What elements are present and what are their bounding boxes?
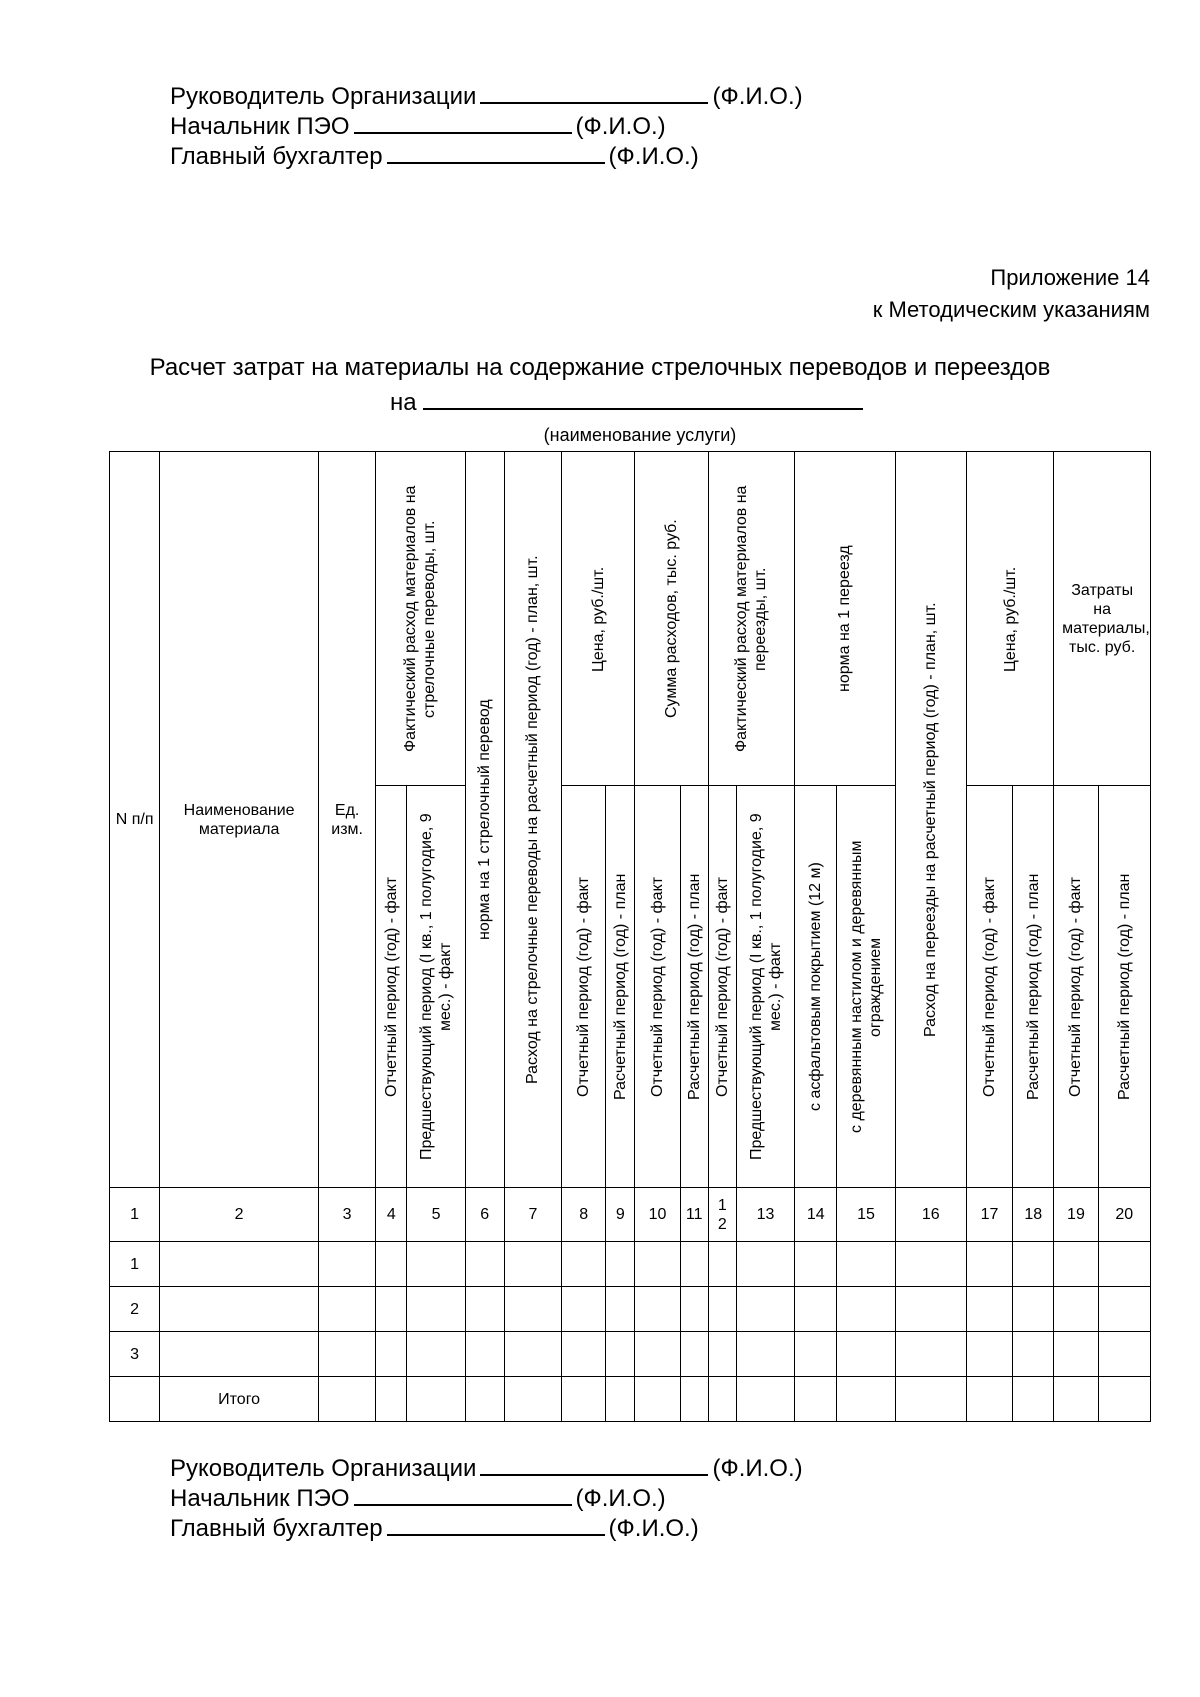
col-number: 6	[465, 1188, 504, 1242]
signature-head-label: Руководитель Организации	[170, 83, 477, 110]
header-norm-switch: норма на 1 стрелочный перевод	[465, 452, 504, 1188]
col-number: 11	[680, 1188, 708, 1242]
signature-head-top	[170, 80, 803, 112]
document-title: Расчет затрат на материалы на содержание стрелочных переводов и переездов	[149, 354, 1051, 381]
col-number: 10	[635, 1188, 680, 1242]
service-name-blank	[423, 384, 863, 410]
col-number: 8	[562, 1188, 606, 1242]
sub-col-11: Расчетный период (год) - план	[680, 786, 708, 1188]
signature-line	[387, 140, 605, 164]
signature-fio: (Ф.И.О.)	[712, 1455, 803, 1482]
signature-head-bottom	[170, 1452, 803, 1484]
sub-col-5: Предшествующий период (I кв., 1 полугодие, 9 мес.) - факт	[407, 786, 465, 1188]
total-label: Итого	[160, 1377, 319, 1422]
signature-fio: (Ф.И.О.)	[712, 83, 803, 110]
header-np: N п/п	[110, 452, 160, 1188]
signature-peo-label: Начальник ПЭО	[170, 113, 350, 140]
signature-head-label: Руководитель Организации	[170, 1455, 477, 1482]
sub-col-19: Отчетный период (год) - факт	[1054, 786, 1098, 1188]
row-number: 2	[110, 1287, 160, 1332]
header-price-2: Цена, руб./шт.	[966, 452, 1053, 786]
column-numbers-row	[110, 1188, 1151, 1242]
col-number: 19	[1054, 1188, 1098, 1242]
header-unit: Ед. изм.	[318, 452, 375, 1188]
signature-accountant-label: Главный бухгалтер	[170, 143, 383, 170]
signature-fio: (Ф.И.О.)	[575, 113, 666, 140]
signature-accountant-label: Главный бухгалтер	[170, 1515, 383, 1542]
signature-peo-bottom	[170, 1482, 666, 1514]
appendix-header	[873, 262, 1150, 326]
sub-col-4: Отчетный период (год) - факт	[376, 786, 407, 1188]
table-row	[110, 1332, 1151, 1377]
signature-fio: (Ф.И.О.)	[575, 1485, 666, 1512]
signature-peo-label: Начальник ПЭО	[170, 1485, 350, 1512]
col-number: 5	[407, 1188, 465, 1242]
sub-col-13: Предшествующий период (I кв., 1 полугодие, 9 мес.) - факт	[736, 786, 794, 1188]
signature-accountant-bottom	[170, 1512, 699, 1544]
materials-cost-table	[109, 451, 1151, 1422]
row-number: 1	[110, 1242, 160, 1287]
header-fact-switch: Фактический расход материалов на стрелочные переводы, шт.	[376, 452, 465, 786]
service-prefix: на	[390, 389, 417, 416]
header-plan-crossing: Расход на переезды на расчетный период (год) - план, шт.	[895, 452, 966, 1188]
header-material-costs: Затраты на материалы, тыс. руб.	[1054, 452, 1151, 786]
col-number: 20	[1098, 1188, 1150, 1242]
sub-col-18: Расчетный период (год) - план	[1013, 786, 1054, 1188]
total-row	[110, 1377, 1151, 1422]
signature-accountant-top	[170, 140, 699, 172]
signature-line	[480, 1452, 708, 1476]
table-row	[110, 1287, 1151, 1332]
sub-col-10: Отчетный период (год) - факт	[635, 786, 680, 1188]
header-price-1: Цена, руб./шт.	[562, 452, 635, 786]
col-number: 4	[376, 1188, 407, 1242]
col-number: 12	[708, 1188, 736, 1242]
sub-col-12: Отчетный период (год) - факт	[708, 786, 736, 1188]
col-number: 7	[504, 1188, 561, 1242]
sub-col-20: Расчетный период (год) - план	[1098, 786, 1150, 1188]
col-number: 13	[736, 1188, 794, 1242]
col-number: 9	[606, 1188, 635, 1242]
header-fact-crossing: Фактический расход материалов на переезды, шт.	[708, 452, 794, 786]
signature-line	[387, 1512, 605, 1536]
col-number: 2	[160, 1188, 319, 1242]
signature-line	[354, 1482, 572, 1506]
header-plan-switch: Расход на стрелочные переводы на расчетный период (год) - план, шт.	[504, 452, 561, 1188]
col-number: 1	[110, 1188, 160, 1242]
signature-fio: (Ф.И.О.)	[608, 143, 699, 170]
col-number: 16	[895, 1188, 966, 1242]
service-caption: (наименование услуги)	[543, 425, 737, 445]
signature-peo-top	[170, 110, 666, 142]
col-number: 3	[318, 1188, 375, 1242]
appendix-number: Приложение 14	[990, 265, 1150, 290]
signature-line	[354, 110, 572, 134]
table-row	[110, 1242, 1151, 1287]
sub-col-8: Отчетный период (год) - факт	[562, 786, 606, 1188]
col-number: 15	[837, 1188, 895, 1242]
sub-col-15: с деревянным настилом и деревянным ограждением	[837, 786, 895, 1188]
signature-fio: (Ф.И.О.)	[608, 1515, 699, 1542]
row-number: 3	[110, 1332, 160, 1377]
service-line	[390, 384, 863, 417]
col-number: 17	[966, 1188, 1012, 1242]
header-sum-expenses: Сумма расходов, тыс. руб.	[635, 452, 708, 786]
sub-col-14: с асфальтовым покрытием (12 м)	[795, 786, 837, 1188]
header-norm-crossing: норма на 1 переезд	[795, 452, 895, 786]
header-material-name: Наименование материала	[160, 452, 319, 1188]
col-number: 14	[795, 1188, 837, 1242]
sub-col-17: Отчетный период (год) - факт	[966, 786, 1012, 1188]
signature-line	[480, 80, 708, 104]
appendix-reference: к Методическим указаниям	[872, 297, 1150, 322]
sub-col-9: Расчетный период (год) - план	[606, 786, 635, 1188]
col-number: 18	[1013, 1188, 1054, 1242]
